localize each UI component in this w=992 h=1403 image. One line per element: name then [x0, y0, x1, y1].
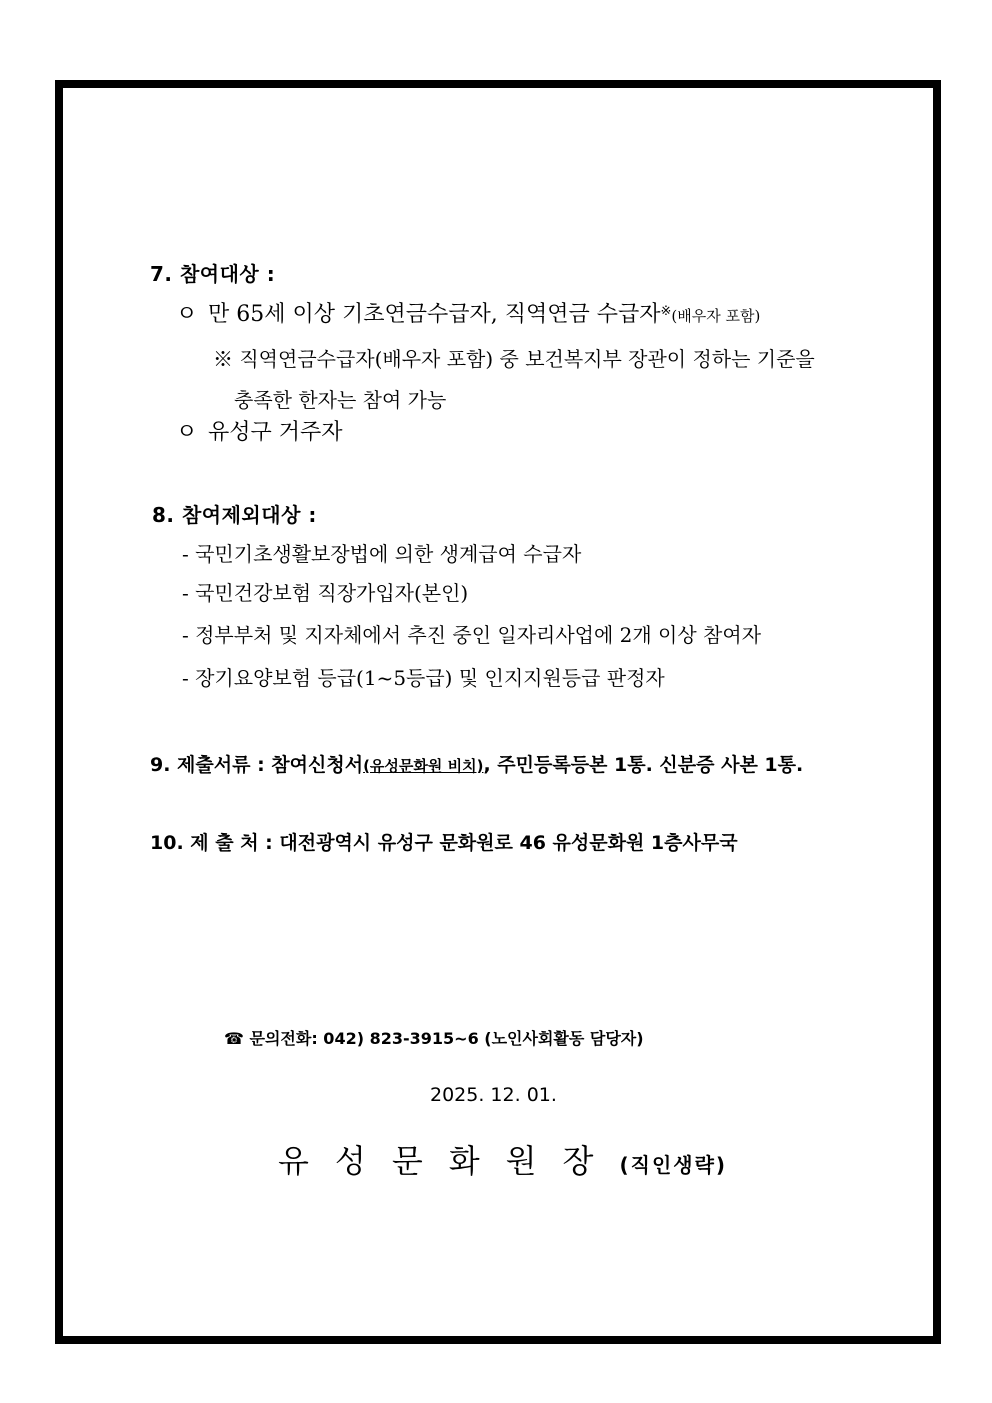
section7-note-line1: ※ 직역연금수급자(배우자 포함) 중 보건복지부 장관이 정하는 기준을 [213, 347, 815, 371]
section7-note-line2: 충족한 한자는 참여 가능 [234, 388, 447, 412]
contact-line [224, 1026, 644, 1049]
signature-title: 유성문화원장 [278, 1142, 620, 1180]
bullet1-note: (배우자 포함) [671, 307, 761, 325]
section8-item: - 정부부처 및 지자체에서 추진 중인 일자리사업에 2개 이상 참여자 [182, 623, 762, 647]
bullet1-note-mark: ※ [660, 304, 672, 319]
signature-note: (직인생략) [619, 1153, 728, 1177]
contact-text: 문의전화: 042) 823-3915~6 (노인사회활동 담당자) [249, 1029, 644, 1048]
section7-bullet2 [176, 415, 343, 446]
section9-rest: , 주민등록등본 1통. 신분증 사본 1통. [483, 754, 804, 776]
section7-bullet1 [176, 297, 760, 328]
section8-item: - 장기요양보험 등급(1~5등급) 및 인지지원등급 판정자 [182, 666, 665, 690]
bullet1-text: 만 65세 이상 기초연금수급자, 직역연금 수급자 [208, 302, 661, 327]
section8-item: - 국민기초생활보장법에 의한 생계급여 수급자 [182, 542, 582, 566]
section10-line: 10. 제 출 처 : 대전광역시 유성구 문화원로 46 유성문화원 1층사무국 [150, 832, 738, 854]
section8-item: - 국민건강보험 직장가입자(본인) [182, 581, 469, 605]
section8-heading: 8. 참여제외대상 : [152, 503, 317, 527]
section7-heading: 7. 참여대상 : [150, 262, 276, 286]
section9-underlined: (유성문화원 비치) [363, 757, 484, 775]
bullet-mark: ㅇ [176, 302, 198, 327]
issue-date: 2025. 12. 01. [430, 1084, 557, 1106]
section9-label: 9. 제출서류 : 참여신청서 [150, 754, 364, 776]
section9-line [150, 750, 803, 777]
signature-line [278, 1136, 727, 1182]
bullet-mark: ㅇ [176, 420, 198, 445]
bullet2-text: 유성구 거주자 [208, 420, 343, 445]
phone-icon: ☎ [224, 1029, 244, 1048]
